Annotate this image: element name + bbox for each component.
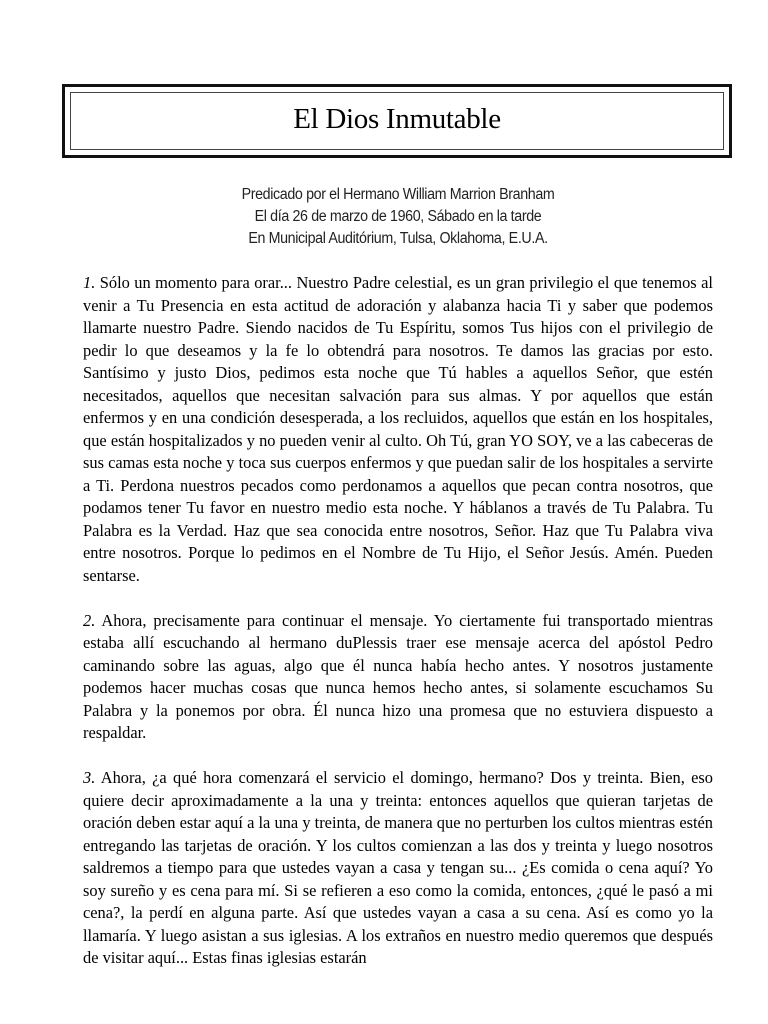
paragraph-text: Ahora, ¿a qué hora comenzará el servicio el domingo, hermano? Dos y treinta. Bien, eso quiere decir aproximadamente a la una y treinta: entonces aquellos que quieran tarjetas de oración deben estar aquí a la una y treinta, de manera que no perturben los cultos mientras estén entregando las tarjetas de oración. Y los cultos comienzan a las dos y treinta y luego nosotros saldremos a tiempo para que ustedes vayan a casa y tengan su... ¿Es comida o cena aquí? Yo soy sureño y es cena para mí. Si se refieren a eso como la comida, entonces, ¿qué le pasó a mi cena?, la perdí en alguna parte. Así que ustedes vayan a casa a su cena. Así es como yo la llamaría. Y luego asistan a sus iglesias. A los extraños en nuestro medio queremos que después de visitar aquí... Estas finas iglesias estarán — [83, 768, 713, 967]
paragraph-text: Ahora, precisamente para continuar el mensaje. Yo ciertamente fui transportado mientras estaba allí escuchando al hermano duPlessis traer ese mensaje acerca del apóstol Pedro caminando sobre las aguas, algo que él nunca había hecho antes. Y nosotros justamente podemos hacer muchas cosas que nunca hemos hecho antes, si solamente escuchamos Su Palabra y la ponemos por obra. Él nunca hizo una promesa que no estuviera dispuesto a respaldar. — [83, 610, 713, 742]
paragraph — [83, 767, 713, 970]
paragraph-number: 3. — [83, 768, 96, 787]
sermon-body — [83, 272, 713, 992]
sermon-info — [32, 184, 764, 250]
paragraph-text: Sólo un momento para orar... Nuestro Padre celestial, es un gran privilegio el que tenemos al venir a Tu Presencia en esta actitud de adoración y alabanza hacia Ti y saber que podemos llamarte nuestro Padre. Siendo nacidos de Tu Espíritu, somos Tus hijos con el privilegio de pedir lo que deseamos y la fe lo obtendrá para nosotros. Te damos las gracias por esto. Santísimo y justo Dios, pedimos esta noche que Tú hables a aquellos Señor, que estén necesitados, aquellos que necesitan salvación para sus almas. Y por aquellos que están enfermos y en una condición desesperada, a los recluidos, aquellos que están en los hospitales, que están hospitalizados y no pueden venir al culto. Oh Tú, gran YO SOY, ve a las cabeceras de sus camas esta noche y toca sus cuerpos enfermos y que puedan salir de los hospitales a servirte a Ti. Perdona nuestros pecados como perdonamos a aquellos que pecan contra nosotros, que podamos tener Tu favor en nuestro medio esta noche. Y háblanos a través de Tu Palabra. Tu Palabra es la Verdad. Haz que sea conocida entre nosotros, Señor. Haz que Tu Palabra viva entre nosotros. Porque lo pedimos en el Nombre de Tu Hijo, el Señor Jesús. Amén. Pueden sentarse. — [83, 273, 713, 585]
paragraph — [83, 610, 713, 745]
paragraph-number: 2. — [83, 610, 96, 630]
preacher-line: Predicado por el Hermano William Marrion Branham — [241, 186, 555, 203]
paragraph-number: 1. — [83, 273, 96, 292]
paragraph — [83, 272, 713, 587]
page-title: El Dios Inmutable — [293, 102, 501, 135]
date-line: El día 26 de marzo de 1960, Sábado en la tarde — [254, 208, 542, 225]
title-box — [62, 84, 732, 158]
title-frame — [70, 92, 724, 150]
location-line: En Municipal Auditórium, Tulsa, Oklahoma, E.U.A. — [248, 230, 548, 247]
